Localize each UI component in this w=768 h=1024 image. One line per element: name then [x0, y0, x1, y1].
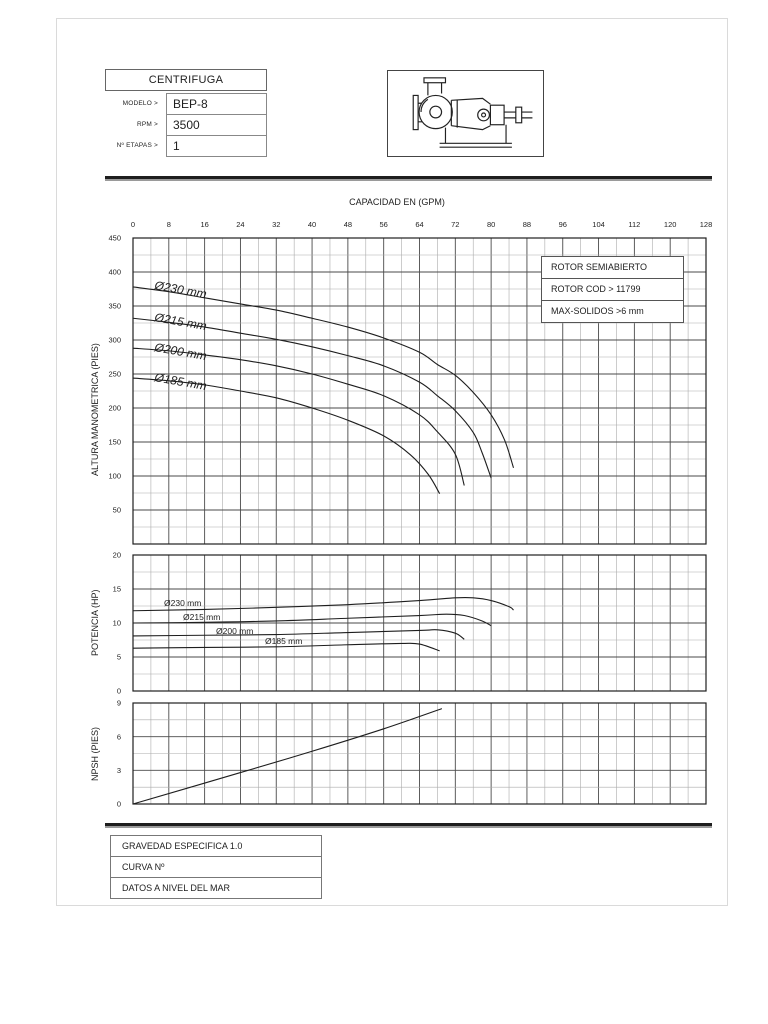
y-tick-label: 250 — [108, 369, 121, 379]
specific-gravity-row: GRAVEDAD ESPECIFICA 1.0 — [110, 835, 322, 857]
head-axis-title: ALTURA MANOMETRICA (PIES) — [90, 343, 100, 477]
y-tick-label: 0 — [116, 686, 121, 696]
x-tick-label: 72 — [451, 220, 460, 229]
y-tick-label: 9 — [116, 698, 121, 708]
head-curve-label: Ø230 mm — [153, 278, 208, 302]
x-axis-title: CAPACIDAD EN (GPM) — [349, 197, 445, 207]
x-tick-label: 64 — [415, 220, 424, 229]
y-tick-label: 200 — [108, 403, 121, 413]
x-tick-label: 40 — [307, 220, 317, 229]
power-chart — [113, 551, 706, 696]
y-tick-label: 0 — [116, 799, 121, 809]
rotor-type-note: ROTOR SEMIABIERTO — [541, 256, 684, 279]
rotor-code-note: ROTOR COD > 11799 — [541, 278, 684, 301]
stages-label: Nº ETAPAS > — [116, 142, 158, 149]
x-tick-label: 32 — [272, 220, 281, 229]
stages-value: 1 — [166, 135, 267, 157]
x-tick-label: 0 — [130, 220, 136, 229]
rpm-value: 3500 — [166, 114, 267, 136]
power-curve-label: Ø200 mm — [216, 626, 254, 636]
x-tick-label: 8 — [166, 220, 171, 229]
y-tick-label: 20 — [112, 550, 121, 560]
x-tick-label: 96 — [558, 220, 567, 229]
npsh-axis-title: NPSH (PIES) — [90, 727, 100, 782]
x-tick-label: 88 — [522, 220, 532, 229]
head-curve-label: Ø200 mm — [153, 340, 208, 364]
x-tick-label: 48 — [343, 220, 353, 229]
y-tick-label: 50 — [112, 505, 121, 515]
model-label: MODELO > — [122, 100, 158, 107]
sea-level-row: DATOS A NIVEL DEL MAR — [110, 877, 322, 899]
power-curve-label: Ø230 mm — [164, 598, 202, 608]
x-tick-label: 104 — [592, 220, 605, 229]
head-curve-label: Ø185 mm — [153, 370, 208, 394]
npsh-chart — [117, 699, 706, 809]
y-tick-label: 5 — [116, 652, 121, 662]
max-solids-note: MAX-SOLIDOS >6 mm — [541, 300, 684, 323]
y-tick-label: 3 — [116, 765, 121, 775]
y-tick-label: 150 — [108, 437, 121, 447]
x-tick-label: 128 — [699, 220, 713, 229]
model-value: BEP-8 — [166, 93, 267, 115]
x-tick-label: 16 — [200, 220, 209, 229]
pump-type-title: CENTRIFUGA — [105, 69, 267, 91]
x-tick-label: 120 — [663, 220, 677, 229]
y-tick-label: 10 — [112, 618, 121, 628]
y-tick-label: 450 — [108, 233, 121, 243]
y-tick-label: 300 — [108, 335, 121, 345]
x-tick-label: 56 — [379, 220, 388, 229]
power-axis-title: POTENCIA (HP) — [90, 589, 100, 657]
power-curve-label: Ø215 mm — [183, 612, 221, 622]
y-tick-label: 400 — [108, 267, 121, 277]
y-tick-label: 6 — [116, 732, 121, 742]
x-tick-label: 112 — [628, 220, 641, 229]
power-curve-label: Ø185 mm — [265, 636, 303, 646]
curve-number-row: CURVA Nº — [110, 856, 322, 878]
y-tick-label: 350 — [108, 301, 121, 311]
y-tick-label: 15 — [112, 584, 121, 594]
y-tick-label: 100 — [108, 471, 121, 481]
rpm-label: RPM > — [136, 121, 158, 128]
x-tick-label: 80 — [486, 220, 496, 229]
x-tick-label: 24 — [236, 220, 245, 229]
head-curve-label: Ø215 mm — [153, 310, 208, 334]
